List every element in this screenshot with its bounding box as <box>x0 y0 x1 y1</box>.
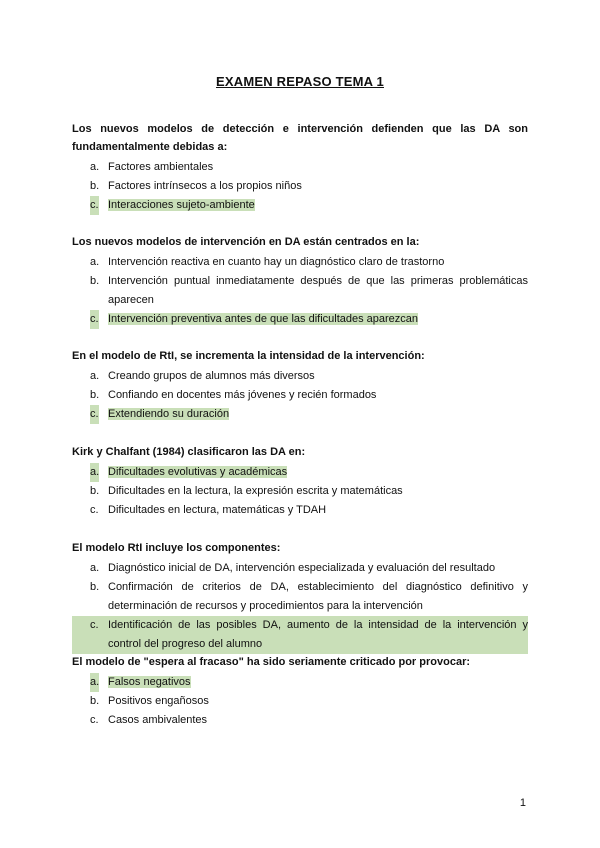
options-list <box>72 673 528 730</box>
options-list <box>72 559 528 654</box>
option-item <box>72 367 528 386</box>
option-item <box>72 501 528 520</box>
option-item-correct <box>72 673 528 692</box>
options-list <box>72 367 528 424</box>
option-item-correct <box>72 616 528 654</box>
option-text: Positivos engañosos <box>108 695 209 707</box>
options-list <box>72 158 528 215</box>
option-marker: b. <box>90 485 100 497</box>
option-marker: c. <box>90 619 99 631</box>
option-text: Intervención preventiva antes de que las dificultades aparezcan <box>108 313 419 325</box>
option-text: Falsos negativos <box>108 676 191 688</box>
question-text: El modelo RtI incluye los componentes: <box>72 542 281 554</box>
options-list <box>72 253 528 329</box>
option-item <box>72 177 528 196</box>
option-text: Creando grupos de alumnos más diversos <box>108 370 315 382</box>
page-number: 1 <box>519 797 526 809</box>
option-marker: b. <box>90 695 100 707</box>
option-marker: b. <box>90 389 100 401</box>
option-item <box>72 386 528 405</box>
option-item-correct <box>72 196 528 215</box>
option-text: Factores ambientales <box>108 161 214 173</box>
option-item <box>72 158 528 177</box>
question-block <box>72 120 528 215</box>
question-text: Los nuevos modelos de intervención en DA están centrados en la: <box>72 236 420 248</box>
option-marker: a. <box>90 562 100 574</box>
question-text: El modelo de "espera al fracaso" ha sido seriamente criticado por provocar: <box>72 656 471 668</box>
option-text: Intervención reactiva en cuanto hay un diagnóstico claro de trastorno <box>108 256 445 268</box>
page-title: EXAMEN REPASO TEMA 1 <box>216 74 384 89</box>
option-text: Casos ambivalentes <box>108 714 208 726</box>
option-marker: b. <box>90 180 100 192</box>
option-text: Dificultades evolutivas y académicas <box>108 466 288 478</box>
question-block <box>72 653 528 730</box>
option-item <box>72 692 528 711</box>
option-item <box>72 482 528 501</box>
options-list <box>72 463 528 520</box>
question-text: Kirk y Chalfant (1984) clasificaron las DA en: <box>72 446 306 458</box>
option-text: Interacciones sujeto-ambiente <box>108 199 255 211</box>
question-block <box>72 233 528 329</box>
question-text: Los nuevos modelos de detección e intervención defienden que las DA son fundamentalmente debidas a: <box>72 123 528 153</box>
option-marker: c. <box>90 504 99 516</box>
option-text: Confirmación de criterios de DA, establecimiento del diagnóstico definitivo y determinación de recursos y procedimientos para la intervención <box>108 581 528 612</box>
option-marker: c. <box>90 714 99 726</box>
option-marker: a. <box>90 256 100 268</box>
option-marker: a. <box>90 161 100 173</box>
option-text: Diagnóstico inicial de DA, intervención especializada y evaluación del resultado <box>108 562 496 574</box>
option-marker: b. <box>90 275 100 287</box>
option-marker: c. <box>90 196 99 215</box>
option-text: Factores intrínsecos a los propios niños <box>108 180 302 192</box>
question-block <box>72 347 528 424</box>
question-block <box>72 443 528 520</box>
option-text: Dificultades en lectura, matemáticas y TDAH <box>108 504 327 516</box>
question-block <box>72 539 528 654</box>
option-marker: c. <box>90 310 99 329</box>
option-text: Identificación de las posibles DA, aumento de la intensidad de la intervención y control del progreso del alumno <box>108 619 528 650</box>
option-marker: a. <box>90 463 99 482</box>
option-text: Confiando en docentes más jóvenes y recién formados <box>108 389 377 401</box>
option-text: Intervención puntual inmediatamente después de que las primeras problemáticas aparecen <box>108 275 528 306</box>
option-text: Extendiendo su duración <box>108 408 230 420</box>
option-marker: b. <box>90 581 100 593</box>
option-item-correct <box>72 463 528 482</box>
question-text: En el modelo de RtI, se incrementa la intensidad de la intervención: <box>72 350 425 362</box>
option-item <box>72 711 528 730</box>
option-marker: a. <box>90 370 100 382</box>
option-item-correct <box>72 310 528 329</box>
option-text: Dificultades en la lectura, la expresión escrita y matemáticas <box>108 485 403 497</box>
option-item <box>72 559 528 578</box>
option-item-correct <box>72 405 528 424</box>
option-item <box>72 253 528 272</box>
option-marker: c. <box>90 405 99 424</box>
option-marker: a. <box>90 673 99 692</box>
option-item <box>72 578 528 616</box>
option-item <box>72 272 528 310</box>
